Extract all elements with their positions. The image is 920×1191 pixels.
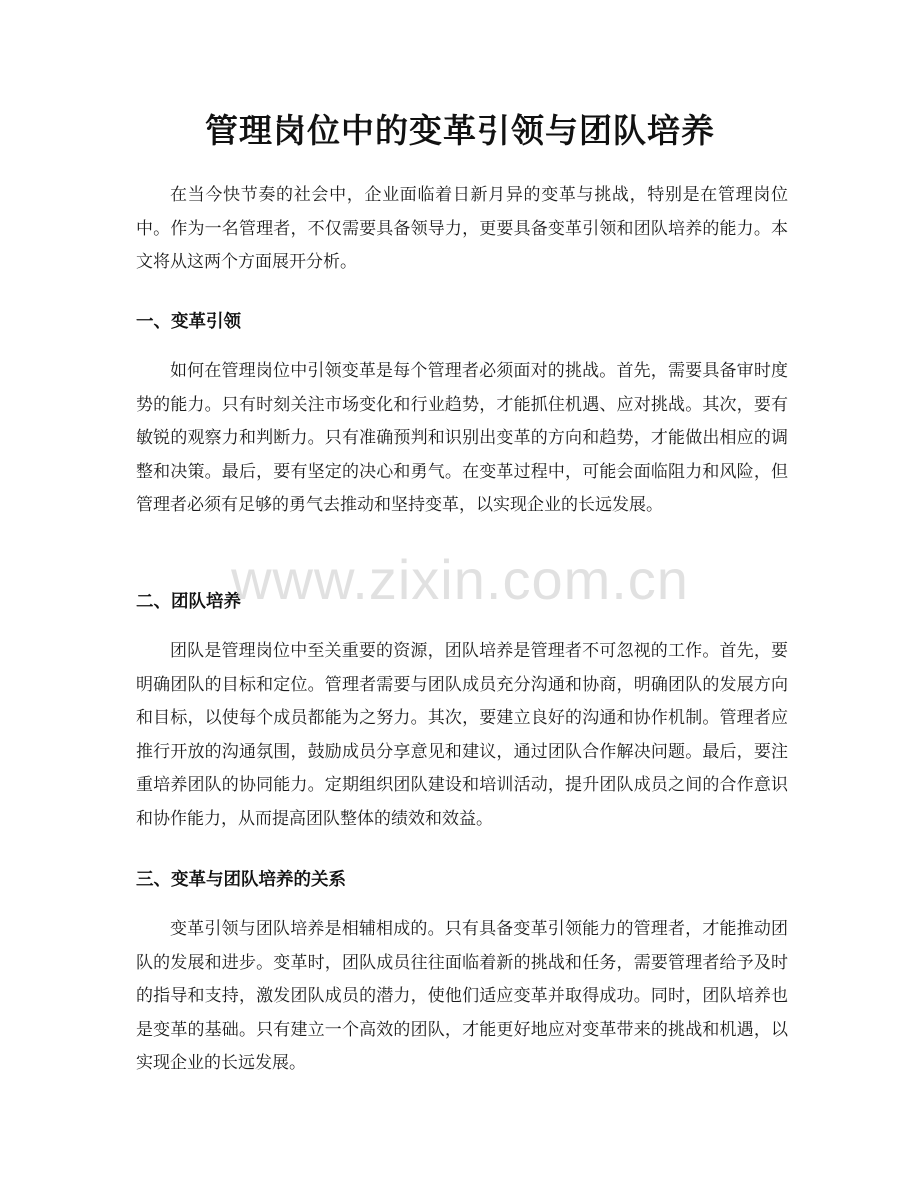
section-heading-relationship: 三、变革与团队培养的关系 xyxy=(136,870,346,890)
document-title: 管理岗位中的变革引领与团队培养 xyxy=(205,111,715,150)
section-heading-team-building: 二、团队培养 xyxy=(136,592,241,612)
section-body-team-building: 团队是管理岗位中至关重要的资源，团队培养是管理者不可忽视的工作。首先，要明确团队的目标和定位。管理者需要与团队成员充分沟通和协商，明确团队的发展方向和目标，以使每个成员都能为之努力。其次，要建立良好的沟通和协作机制。管理者应推行开放的沟通氛围，鼓励成员分享意见和建议，通过团队合作解决问题。最后，要注重培养团队的协同能力。定期组织团队建设和培训活动，提升团队成员之间的合作意识和协作能力，从而提高团队整体的绩效和效益。 xyxy=(136,641,788,829)
intro-paragraph: 在当今快节奏的社会中，企业面临着日新月异的变革与挑战，特别是在管理岗位中。作为一名管理者，不仅需要具备领导力，更要具备变革引领和团队培养的能力。本文将从这两个方面展开分析。 xyxy=(136,185,788,273)
watermark-text: www.zixin.com.cn xyxy=(231,548,689,611)
section-body-relationship: 变革引领与团队培养是相辅相成的。只有具备变革引领能力的管理者，才能推动团队的发展和进步。变革时，团队成员往往面临着新的挑战和任务，需要管理者给予及时的指导和支持，激发团队成员的潜力，使他们适应变革并取得成功。同时，团队培养也是变革的基础。只有建立一个高效的团队，才能更好地应对变革带来的挑战和机遇，以实现企业的长远发展。 xyxy=(136,919,788,1074)
section-body-change-leadership: 如何在管理岗位中引领变革是每个管理者必须面对的挑战。首先，需要具备审时度势的能力。只有时刻关注市场变化和行业趋势，才能抓住机遇、应对挑战。其次，要有敏锐的观察力和判断力。只有准确预判和识别出变革的方向和趋势，才能做出相应的调整和决策。最后，要有坚定的决心和勇气。在变革过程中，可能会面临阻力和风险，但管理者必须有足够的勇气去推动和坚持变革，以实现企业的长远发展。 xyxy=(136,361,788,516)
section-heading-change-leadership: 一、变革引领 xyxy=(136,312,241,332)
